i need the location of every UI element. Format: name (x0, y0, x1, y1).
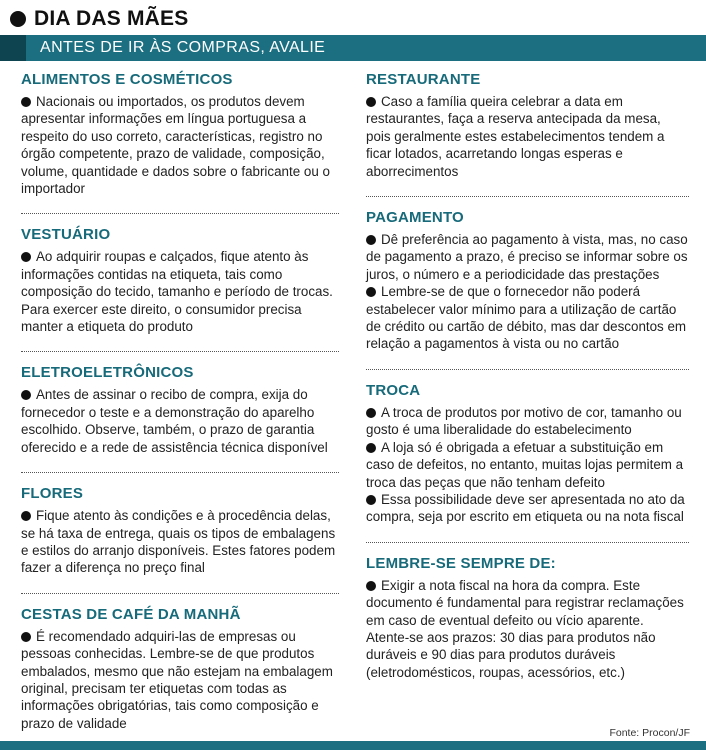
bullet-dot-icon (366, 408, 376, 418)
section-divider (21, 472, 339, 473)
section-title: ELETROELETRÔNICOS (21, 364, 194, 382)
right-column (366, 70, 689, 681)
bullet-dot-icon (366, 97, 376, 107)
section-paragraph (366, 404, 689, 439)
tip-section (21, 225, 339, 335)
subtitle-banner (0, 35, 706, 61)
section-title: TROCA (366, 381, 421, 399)
banner-accent-block (0, 35, 26, 61)
bullet-dot-icon (21, 632, 31, 642)
section-paragraph (366, 231, 689, 283)
paragraph-text: É recomendado adquiri-las de empresas ou pessoas conhecidas. Lembre-se de que produtos embalados, mesmo que não estejam na embalagem original, precisam ter etiquetas com todas as informações obrigatórias, tais como composição e prazo de validade (21, 628, 333, 731)
section-paragraph (366, 283, 689, 353)
section-title: RESTAURANTE (366, 71, 481, 88)
bullet-dot-icon (21, 511, 31, 521)
bottom-bar (0, 741, 706, 750)
section-divider (21, 213, 339, 214)
title-row (10, 6, 188, 32)
paragraph-text: Nacionais ou importados, os produtos devem apresentar informações em língua portuguesa a respeito do uso correto, características, registro no órgão competente, prazo de validade, composição, volume, quantidade e dados sobre o fabricante ou o importador (21, 94, 330, 197)
paragraph-text: Fique atento às condições e à procedência delas, se há taxa de entrega, quais os tipos de embalagens e estilos do arranjo disponíveis. Estes fatores podem fazer a diferença no preço final (21, 508, 336, 576)
section-divider (366, 196, 689, 197)
section-paragraph (366, 577, 689, 681)
bullet-dot-icon (21, 97, 31, 107)
section-paragraph (21, 248, 339, 335)
paragraph-text: Lembre-se de que o fornecedor não poderá estabelecer valor mínimo para a utilização de cartão de crédito ou cartão de débito, mas dar descontos em relação a pagamentos à vista ou no cartão (366, 284, 687, 352)
banner-subtitle: ANTES DE IR ÀS COMPRAS, AVALIE (40, 39, 326, 56)
paragraph-text: Dê preferência ao pagamento à vista, mas, no caso de pagamento a prazo, é preciso se informar sobre os juros, o número e a periodicidade das prestações (366, 232, 688, 282)
section-divider (21, 351, 339, 352)
bullet-dot-icon (366, 235, 376, 245)
bullet-dot-icon (366, 443, 376, 453)
source-credit: Fonte: Procon/JF (609, 727, 690, 739)
section-paragraph (366, 491, 689, 526)
section-title: ALIMENTOS E COSMÉTICOS (21, 71, 233, 88)
tip-section (366, 381, 689, 526)
section-paragraph (21, 628, 339, 732)
section-paragraph (21, 386, 339, 456)
tip-section (366, 70, 689, 180)
bullet-dot-icon (21, 390, 31, 400)
bullet-dot-icon (366, 287, 376, 297)
section-divider (366, 369, 689, 370)
section-title: VESTUÁRIO (21, 226, 111, 244)
section-divider (21, 593, 339, 594)
section-divider (366, 542, 689, 543)
section-title: FLORES (21, 485, 84, 503)
bullet-dot-icon (10, 11, 26, 27)
tip-section (366, 208, 689, 353)
paragraph-text: Essa possibilidade deve ser apresentada no ato da compra, seja por escrito em etiqueta ou na nota fiscal (366, 491, 685, 525)
paragraph-text: Exigir a nota fiscal na hora da compra. Este documento é fundamental para registrar reclamações em caso de eventual defeito ou vício aparente. Atente-se aos prazos: 30 dias para produtos não duráveis e 90 dias para produtos duráveis (eletrodomésticos, roupas, acessórios, etc.) (366, 577, 684, 680)
bullet-dot-icon (21, 252, 31, 262)
bullet-dot-icon (366, 581, 376, 591)
paragraph-text: A troca de produtos por motivo de cor, tamanho ou gosto é uma liberalidade do estabelecimento (366, 404, 682, 438)
section-paragraph (366, 93, 689, 180)
section-title: PAGAMENTO (366, 209, 464, 227)
tip-section (21, 363, 339, 456)
section-paragraph (366, 439, 689, 491)
paragraph-text: Caso a família queira celebrar a data em restaurantes, faça a reserva antecipada da mesa, pois geralmente estes estabelecimentos tendem a ficar lotados, acarretando longas esperas e aborrecimentos (366, 94, 665, 179)
section-title: CESTAS DE CAFÉ DA MANHÃ (21, 605, 241, 623)
paragraph-text: A loja só é obrigada a efetuar a substituição em caso de defeitos, no entanto, muitas lojas permitem a troca das peças que não tenham defeito (366, 439, 684, 490)
left-column (21, 70, 339, 732)
tip-section (21, 484, 339, 577)
section-paragraph (21, 507, 339, 577)
bullet-dot-icon (366, 495, 376, 505)
section-title: LEMBRE-SE SEMPRE DE: (366, 554, 556, 572)
tip-section (21, 70, 339, 197)
section-paragraph (21, 93, 339, 197)
paragraph-text: Ao adquirir roupas e calçados, fique atento às informações contidas na etiqueta, tais como composição do tecido, tamanho e período de trocas. Para exercer este direito, o consumidor precisa manter a etiqueta do produto (21, 249, 333, 335)
page-title: DIA DAS MÃES (34, 7, 189, 30)
tip-section (366, 554, 689, 681)
tip-section (21, 605, 339, 732)
paragraph-text: Antes de assinar o recibo de compra, exija do fornecedor o teste e a demonstração do aparelho escolhido. Observe, também, o prazo de garantia oferecido e a rede de assistência técnica disponível (21, 387, 328, 455)
